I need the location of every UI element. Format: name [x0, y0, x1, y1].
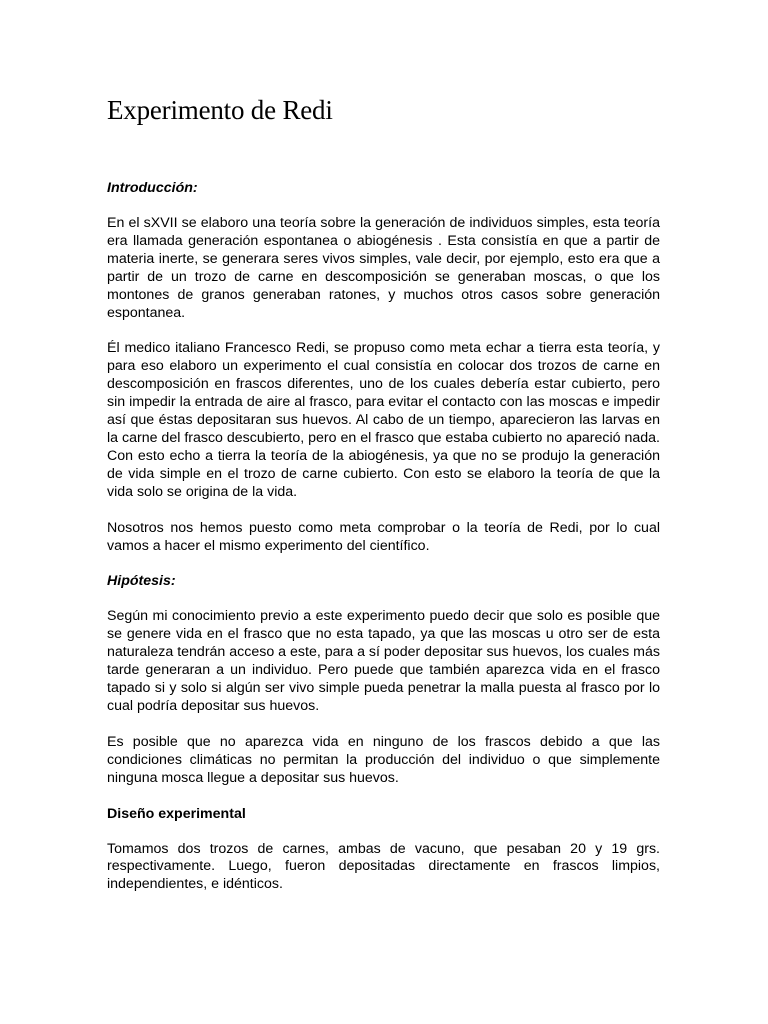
introduction-heading: Introducción:	[107, 180, 198, 196]
hypothesis-paragraph-1: Según mi conocimiento previo a este experimento puedo decir que solo es posible que se genere vida en el frasco que no esta tapado, ya que las moscas u otro ser de esta naturaleza tendrán acceso a este, para a sí poder depositar sus huevos, los cuales más tarde generaran a un individuo. Pero puede que también aparezca vida en el frasco tapado si y solo si algún ser vivo simple pueda penetrar la malla puesta al frasco por lo cual podría depositar sus huevos.	[107, 608, 660, 714]
experimental-design-paragraph-1: Tomamos dos trozos de carnes, ambas de vacuno, que pesaban 20 y 19 grs. respectivamente. Luego, fueron depositadas directamente en frascos limpios, independientes, e idénticos.	[107, 840, 660, 893]
document-title: Experimento de Redi	[107, 95, 333, 125]
introduction-paragraph-3: Nosotros nos hemos puesto como meta comprobar o la teoría de Redi, por lo cual vamos a hacer el mismo experimento del científico.	[107, 519, 660, 554]
introduction-paragraph-1: En el sXVII se elaboro una teoría sobre la generación de individuos simples, esta teoría era llamada generación espontanea o abiogénesis . Esta consistía en que a partir de materia inerte, se generara seres vivos simples, vale decir, por ejemplo, esto era que a partir de un trozo de carne en descomposición se generaban moscas, o que los montones de granos generaban ratones, y muchos otros casos sobre generación espontanea.	[107, 215, 660, 321]
introduction-paragraph-2: Él medico italiano Francesco Redi, se propuso como meta echar a tierra esta teoría, y para eso elaboro un experimento el cual consistía en colocar dos trozos de carne en descomposición en frascos diferentes, uno de los cuales debería estar cubierto, pero sin impedir la entrada de aire al frasco, para evitar el contacto con las moscas e impedir así que éstas depositaran sus huevos. Al cabo de un tiempo, aparecieron las larvas en la carne del frasco descubierto, pero en el frasco que estaba cubierto no apareció nada. Con esto echo a tierra la teoría de la abiogénesis, ya que no se produjo la generación de vida simple en el trozo de carne cubierto. Con esto se elaboro la teoría de que la vida solo se origina de la vida.	[107, 340, 660, 500]
document-page	[107, 90, 660, 894]
hypothesis-paragraph-2: Es posible que no aparezca vida en ninguno de los frascos debido a que las condiciones climáticas no permitan la producción del individuo o que simplemente ninguna mosca llegue a depositar sus huevos.	[107, 733, 660, 786]
hypothesis-heading: Hipótesis:	[107, 573, 176, 590]
experimental-design-heading: Diseño experimental	[107, 805, 246, 822]
